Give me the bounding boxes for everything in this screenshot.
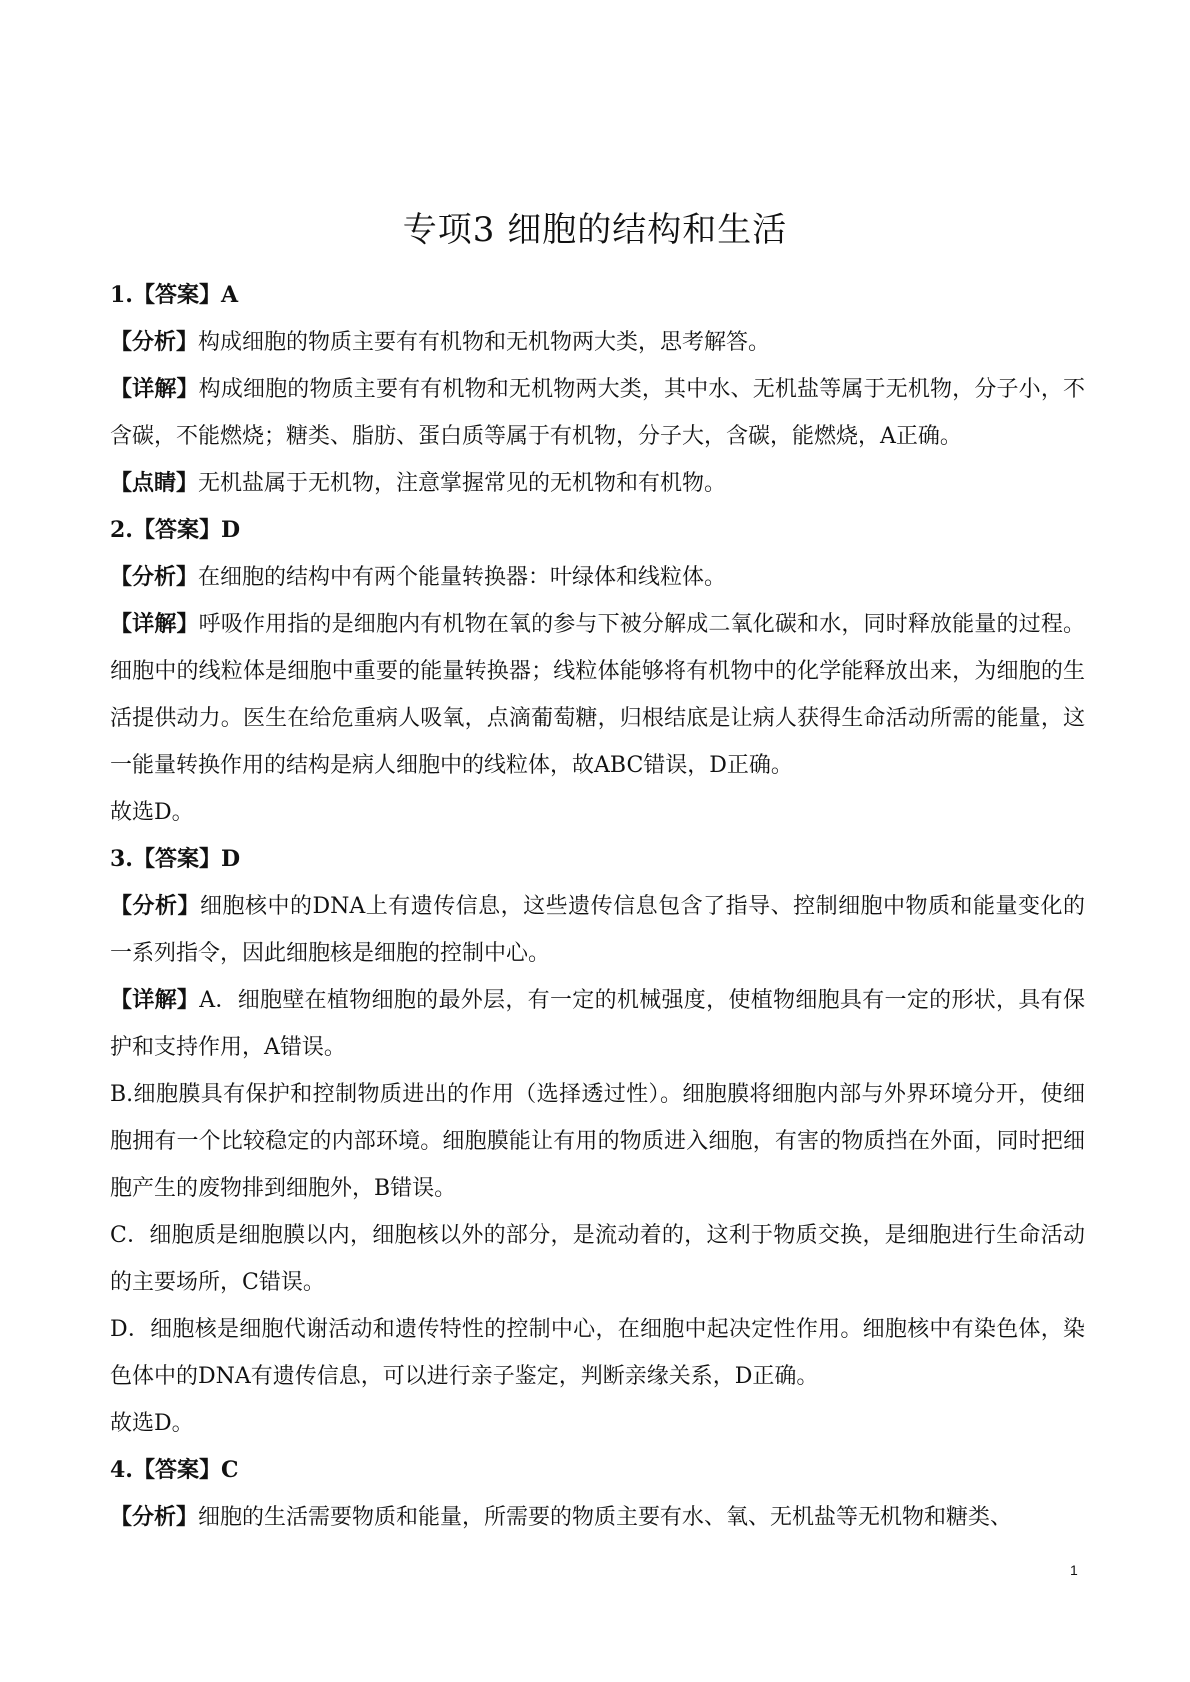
q3-answer-heading: 3.【答案】D	[110, 846, 241, 872]
analysis-tag: 【分析】	[110, 564, 199, 590]
q2-analysis	[110, 554, 1085, 601]
q4-answer-heading: 4.【答案】C	[110, 1457, 239, 1483]
q2-detail-text: 呼吸作用指的是细胞内有机物在氧的参与下被分解成二氧化碳和水，同时释放能量的过程。细胞中的线粒体是细胞中重要的能量转换器；线粒体能够将有机物中的化学能释放出来，为细胞的生活提供动力。医生在给危重病人吸氧，点滴葡萄糖，归根结底是让病人获得生命活动所需的能量，这一能量转换作用的结构是病人细胞中的线粒体，故ABC错误，D正确。	[110, 612, 1085, 778]
q1-analysis-text: 构成细胞的物质主要有有机物和无机物两大类，思考解答。	[198, 330, 771, 355]
q1-point-text: 无机盐属于无机物，注意掌握常见的无机物和有机物。	[198, 471, 727, 496]
q3-conclusion: 故选D。	[110, 1411, 194, 1436]
q3-analysis-text: 细胞核中的DNA上有遗传信息，这些遗传信息包含了指导、控制细胞中物质和能量变化的一系列指令，因此细胞核是细胞的控制中心。	[110, 894, 1085, 966]
q1-analysis	[110, 319, 1085, 366]
detail-tag: 【详解】	[110, 376, 199, 402]
q4-analysis-text: 细胞的生活需要物质和能量，所需要的物质主要有水、氧、无机盐等无机物和糖类、	[198, 1505, 1013, 1530]
analysis-tag: 【分析】	[110, 329, 199, 355]
q2-analysis-text: 在细胞的结构中有两个能量转换器：叶绿体和线粒体。	[198, 565, 727, 590]
page-number: 1	[1070, 1562, 1078, 1578]
q3-detail-a: A．细胞壁在植物细胞的最外层，有一定的机械强度，使植物细胞具有一定的形状，具有保护和支持作用，A错误。	[110, 988, 1085, 1060]
answer-content	[110, 272, 1085, 1541]
detail-tag: 【详解】	[110, 611, 199, 637]
q4-analysis	[110, 1494, 1085, 1541]
page-title: 专项3 细胞的结构和生活	[402, 209, 788, 250]
q2-conclusion: 故选D。	[110, 800, 194, 825]
q3-detail-d: D．细胞核是细胞代谢活动和遗传特性的控制中心，在细胞中起决定性作用。细胞核中有染色体，染色体中的DNA有遗传信息，可以进行亲子鉴定，判断亲缘关系，D正确。	[110, 1317, 1085, 1389]
point-tag: 【点睛】	[110, 470, 199, 496]
q1-point	[110, 460, 1085, 507]
q3-detail-b: B.细胞膜具有保护和控制物质进出的作用（选择透过性）。细胞膜将细胞内部与外界环境分开，使细胞拥有一个比较稳定的内部环境。细胞膜能让有用的物质进入细胞，有害的物质挡在外面，同时把细胞产生的废物排到细胞外，B错误。	[110, 1082, 1085, 1201]
q2-answer-heading: 2.【答案】D	[110, 517, 241, 543]
q3-detail-c: C．细胞质是细胞膜以内，细胞核以外的部分，是流动着的，这利于物质交换，是细胞进行生命活动的主要场所，C错误。	[110, 1223, 1085, 1295]
q1-detail	[110, 366, 1085, 460]
detail-tag: 【详解】	[110, 987, 200, 1013]
q3-analysis	[110, 883, 1085, 977]
analysis-tag: 【分析】	[110, 1504, 199, 1530]
q1-detail-text: 构成细胞的物质主要有有机物和无机物两大类，其中水、无机盐等属于无机物，分子小，不含碳，不能燃烧；糖类、脂肪、蛋白质等属于有机物，分子大，含碳，能燃烧，A正确。	[110, 377, 1085, 449]
q1-answer-heading: 1.【答案】A	[110, 282, 239, 308]
analysis-tag: 【分析】	[110, 893, 200, 919]
q3-detail	[110, 977, 1085, 1071]
q2-detail	[110, 601, 1085, 789]
